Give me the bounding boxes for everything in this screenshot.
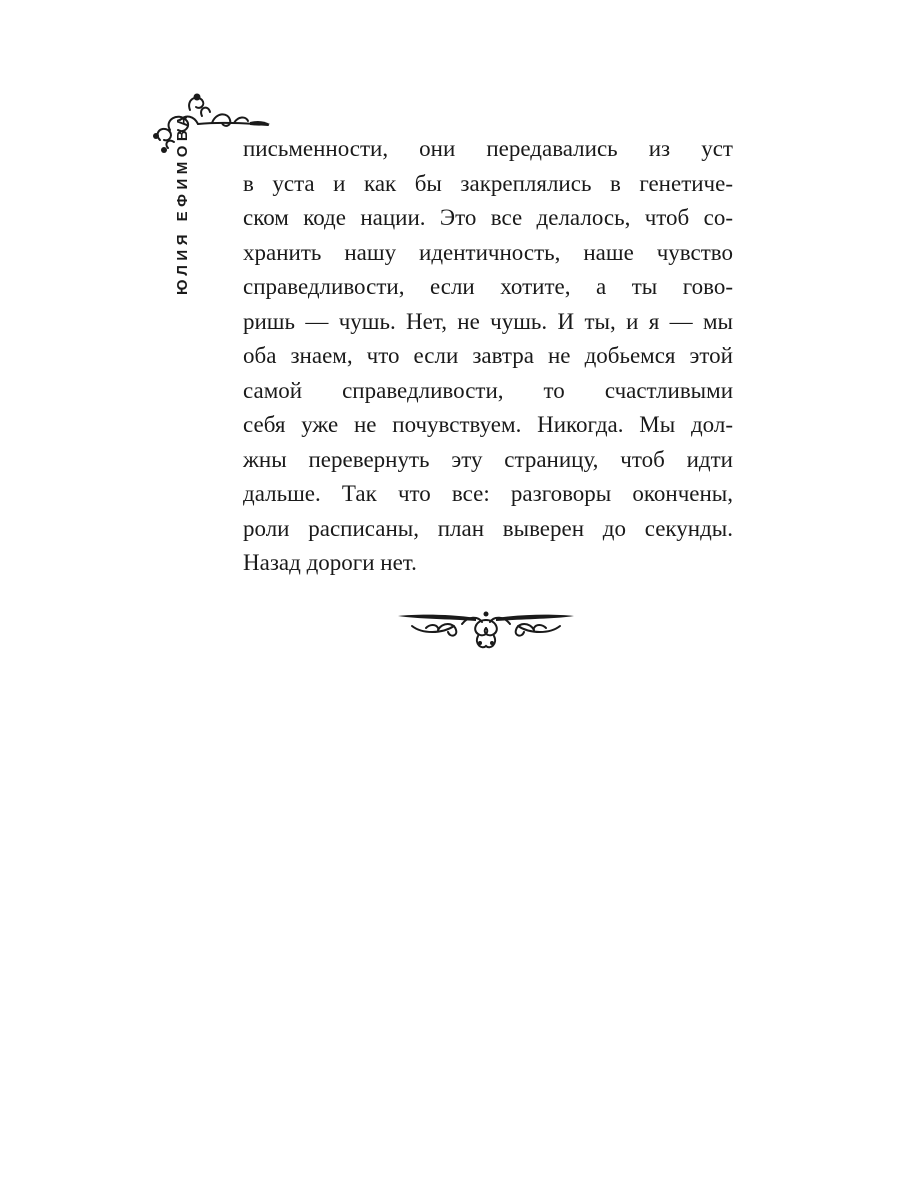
text-line: оба знаем, что если завтра не добьемся этой <box>243 343 733 368</box>
text-line: жны перевернуть эту страницу, чтоб идти <box>243 446 733 472</box>
text-line: себя уже не почувствуем. Никогда. Мы дол- <box>243 412 733 437</box>
text-line: ском коде нации. Это все делалось, чтоб со- <box>243 205 733 230</box>
text-line: ришь — чушь. Нет, не чушь. И ты, и я — мы <box>243 308 733 334</box>
text-line: хранить нашу идентичность, наше чувство <box>243 239 733 265</box>
text-line: справедливости, если хотите, а ты гово- <box>243 274 733 299</box>
text-line: в уста и как бы закреплялись в генетиче- <box>243 170 733 196</box>
section-end-flourish-icon <box>398 602 574 652</box>
text-line: письменности, они передавались из уст <box>243 136 733 161</box>
text-line: Назад дороги нет. <box>243 550 417 575</box>
body-text <box>243 132 733 581</box>
running-head-author: ЮЛИЯ ЕФИМОВА <box>174 111 191 295</box>
text-line: самой справедливости, то счастливыми <box>243 377 733 403</box>
text-line: роли расписаны, план выверен до секунды. <box>243 515 733 541</box>
text-line: дальше. Так что все: разговоры окончены, <box>243 481 733 506</box>
